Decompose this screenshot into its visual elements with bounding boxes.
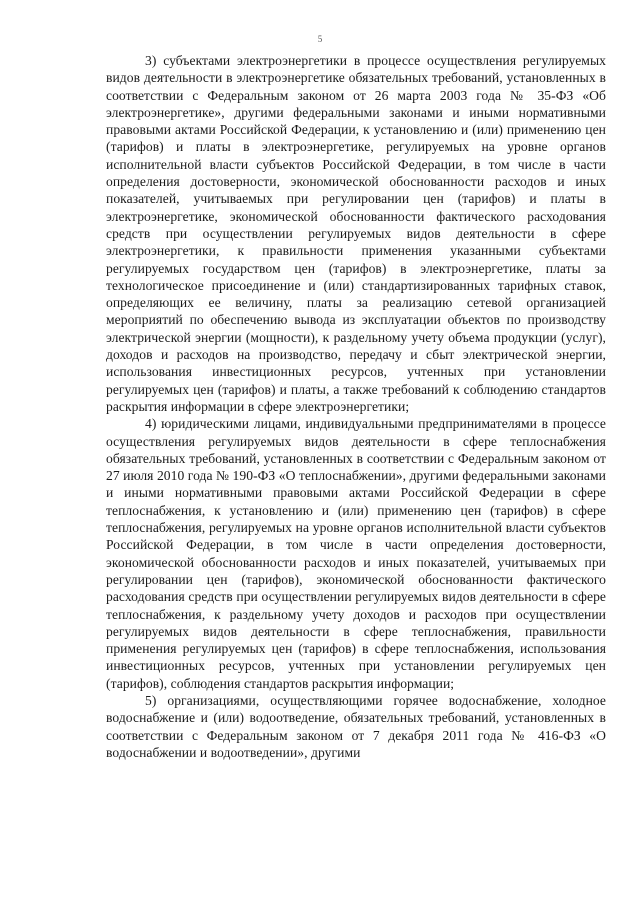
page-number: 5 — [317, 34, 323, 44]
document-body — [106, 52, 606, 761]
paragraph-item-5: 5) организациями, осуществляющими горячее водоснабжение, холодное водоснабжение и (или) водоотведение, обязательных требований, установленных в соответствии с Федеральным законом от 7 декабря 2011 года № 416-ФЗ «О водоснабжении и водоотведении», другими — [106, 692, 606, 760]
paragraph-item-4: 4) юридическими лицами, индивидуальными предпринимателями в процессе осуществления регулируемых видов деятельности в сфере теплоснабжения обязательных требований, установленных в соответствии с Федеральным законом от 27 июля 2010 года № 190-ФЗ «О теплоснабжении», другими федеральными законами и иными нормативными правовыми актами Российской Федерации в сфере теплоснабжения, к установлению и (или) применению цен (тарифов) в сфере теплоснабжения, регулируемых на уровне органов исполнительной власти субъектов Российской Федерации, в том числе в части определения достоверности, экономической обоснованности расходов и иных показателей, учитываемых при регулировании цен (тарифов), экономической обоснованности фактического расходования средств при осуществлении регулируемых видов деятельности в сфере теплоснабжения, к раздельному учету доходов и расходов при осуществлении регулируемых видов деятельности в сфере теплоснабжения, правильности применения регулируемых цен (тарифов) в сфере теплоснабжения, использования инвестиционных ресурсов, учтенных при установлении регулируемых цен (тарифов), соблюдения стандартов раскрытия информации; — [106, 416, 606, 691]
paragraph-item-3: 3) субъектами электроэнергетики в процессе осуществления регулируемых видов деятельности в электроэнергетике обязательных требований, установленных в соответствии с Федеральным законом от 26 марта 2003 года № 35-ФЗ «Об электроэнергетике», другими федеральными законами и иными нормативными правовыми актами Российской Федерации, к установлению и (или) применению цен (тарифов) и платы в электроэнергетике, регулируемых на уровне органов исполнительной власти субъектов Российской Федерации, в том числе в части определения достоверности, экономической обоснованности расходов и иных показателей, учитываемых при регулировании цен (тарифов) и платы в электроэнергетике, экономической обоснованности фактического расходования средств при осуществлении регулируемых видов деятельности в сфере электроэнергетики, к правильности применения указанными субъектами регулируемых государством цен (тарифов) в электроэнергетике, платы за технологическое присоединение и (или) стандартизированных тарифных ставок, определяющих ее величину, платы за реализацию сетевой организацией мероприятий по обеспечению вывода из эксплуатации объектов по производству электрической энергии (мощности), к раздельному учету объема продукции (услуг), доходов и расходов на производство, передачу и сбыт электрической энергии, использования инвестиционных ресурсов, учтенных при установлении регулируемых цен (тарифов) и платы, а также требований к соблюдению стандартов раскрытия информации в сфере электроэнергетики; — [106, 53, 606, 414]
